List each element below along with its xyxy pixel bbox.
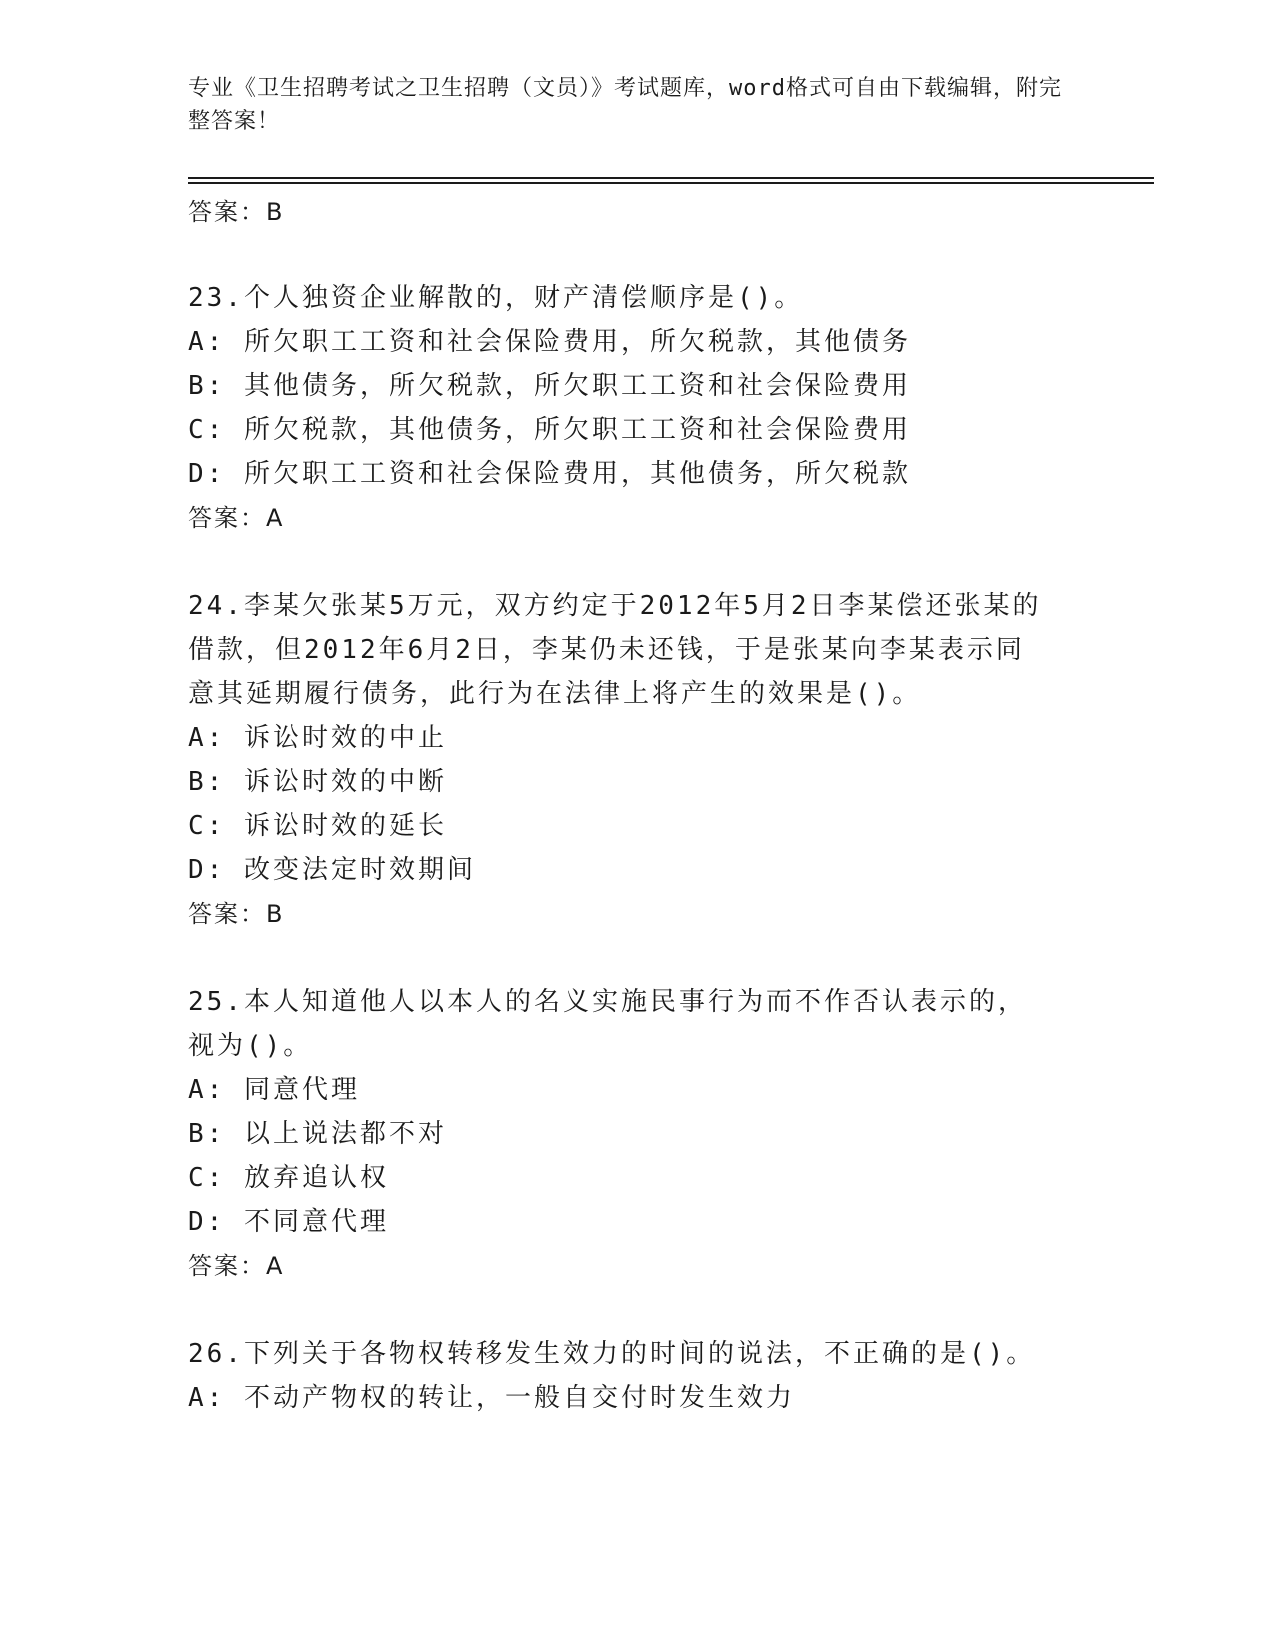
answer-line: 答案：B — [188, 900, 285, 928]
option-a: A: 所欠职工工资和社会保险费用，所欠税款，其他债务 — [188, 327, 911, 357]
option-a: A: 不动产物权的转让，一般自交付时发生效力 — [188, 1383, 795, 1413]
question-23 — [188, 276, 1088, 540]
question-26 — [188, 1332, 1088, 1420]
question-stem: 23.个人独资企业解散的，财产清偿顺序是()。 — [188, 283, 804, 313]
question-stem: 24.李某欠张某5万元，双方约定于2012年5月2日李某偿还张某的借款，但2012年6月2日，李某仍未还钱，于是张某向李某表示同意其延期履行债务，此行为在法律上将产生的效果是()。 — [188, 591, 1042, 709]
option-a: A: 同意代理 — [188, 1075, 360, 1105]
option-c: C: 所欠税款，其他债务，所欠职工工资和社会保险费用 — [188, 415, 911, 445]
option-b: B: 其他债务，所欠税款，所欠职工工资和社会保险费用 — [188, 371, 911, 401]
question-list — [188, 190, 1088, 1420]
answer-line: 答案：A — [188, 504, 285, 532]
question-25 — [188, 980, 1088, 1288]
page-header: 专业《卫生招聘考试之卫生招聘（文员）》考试题库，word格式可自由下载编辑，附完整答案！ — [188, 76, 1062, 134]
question-stem: 26.下列关于各物权转移发生效力的时间的说法，不正确的是()。 — [188, 1339, 1036, 1369]
option-d: D: 改变法定时效期间 — [188, 855, 476, 885]
answer-line: 答案：A — [188, 1252, 285, 1280]
option-b: B: 诉讼时效的中断 — [188, 767, 447, 797]
question-24 — [188, 584, 1088, 936]
answer-line: 答案：B — [188, 198, 285, 226]
option-c: C: 诉讼时效的延长 — [188, 811, 447, 841]
option-d: D: 所欠职工工资和社会保险费用，其他债务，所欠税款 — [188, 459, 911, 489]
option-a: A: 诉讼时效的中止 — [188, 723, 447, 753]
option-c: C: 放弃追认权 — [188, 1163, 389, 1193]
option-b: B: 以上说法都不对 — [188, 1119, 447, 1149]
question-stem: 25.本人知道他人以本人的名义实施民事行为而不作否认表示的，视为()。 — [188, 987, 1027, 1061]
option-d: D: 不同意代理 — [188, 1207, 389, 1237]
header-rule-top — [188, 177, 1154, 179]
header-rule-bottom — [188, 182, 1154, 184]
